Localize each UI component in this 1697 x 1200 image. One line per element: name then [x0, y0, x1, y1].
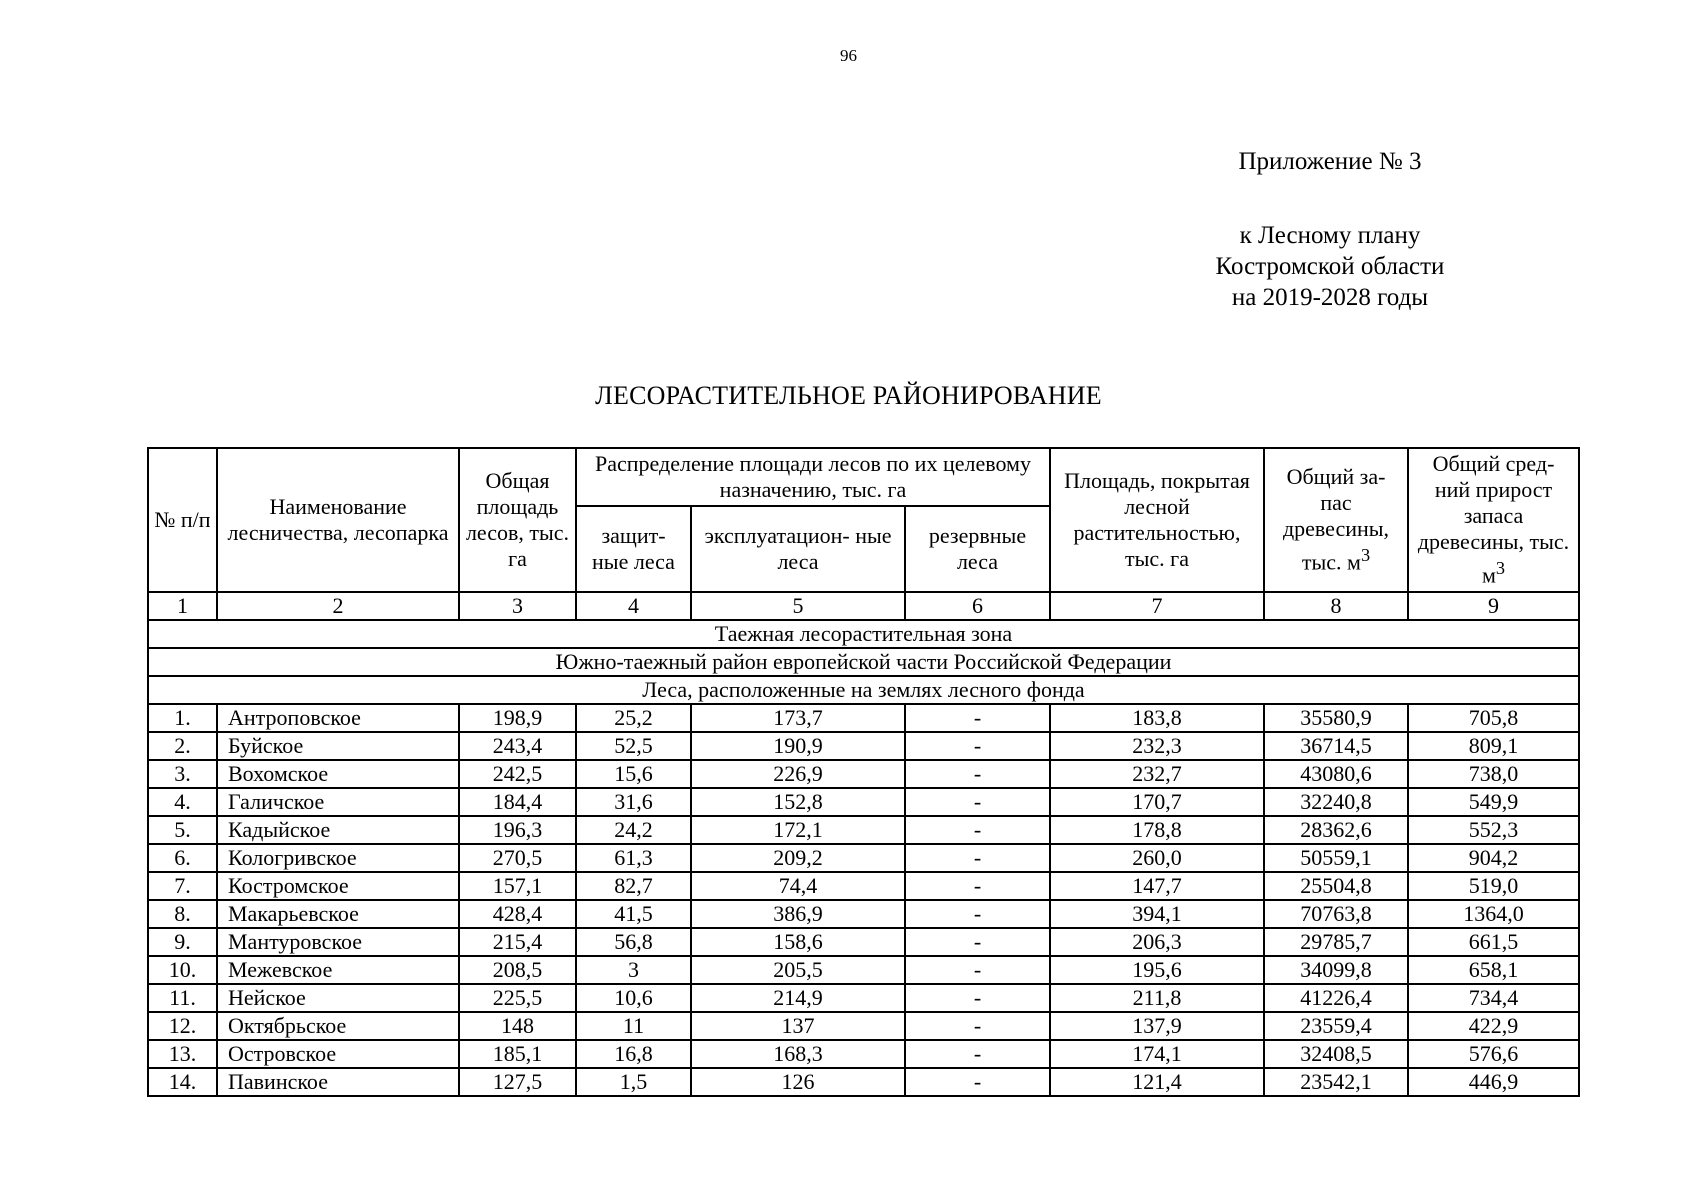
protective-area-cell: 82,7 — [576, 872, 691, 900]
header-growth — [1408, 448, 1579, 592]
cube-superscript: 3 — [1360, 545, 1371, 566]
cube-superscript: 3 — [1495, 558, 1506, 579]
forestry-name-cell: Макарьевское — [217, 900, 459, 928]
reserve-area-cell: - — [905, 872, 1050, 900]
section-lands: Леса, расположенные на землях лесного фонда — [148, 676, 1579, 704]
protective-area-cell: 31,6 — [576, 788, 691, 816]
data-rows — [148, 704, 1579, 1096]
row-index-cell: 14. — [148, 1068, 217, 1096]
wood-stock-cell: 23542,1 — [1264, 1068, 1408, 1096]
annual-growth-cell: 549,9 — [1408, 788, 1579, 816]
wood-stock-cell: 25504,8 — [1264, 872, 1408, 900]
total-area-cell: 242,5 — [459, 760, 576, 788]
section-region: Южно-таежный район европейской части Российской Федерации — [148, 648, 1579, 676]
row-index-cell: 8. — [148, 900, 217, 928]
reserve-area-cell: - — [905, 928, 1050, 956]
covered-area-cell: 174,1 — [1050, 1040, 1264, 1068]
table-row — [148, 704, 1579, 732]
annual-growth-cell: 809,1 — [1408, 732, 1579, 760]
protective-area-cell: 16,8 — [576, 1040, 691, 1068]
appendix-line: на 2019-2028 годы — [1231, 284, 1429, 311]
wood-stock-cell: 32408,5 — [1264, 1040, 1408, 1068]
wood-stock-cell: 29785,7 — [1264, 928, 1408, 956]
exploitation-area-cell: 74,4 — [691, 872, 905, 900]
reserve-area-cell: - — [905, 816, 1050, 844]
page-number: 96 — [840, 46, 857, 65]
appendix-line: к Лесному плану — [1239, 222, 1421, 249]
exploitation-area-cell: 386,9 — [691, 900, 905, 928]
table-row — [148, 928, 1579, 956]
protective-area-cell: 11 — [576, 1012, 691, 1040]
protective-area-cell: 1,5 — [576, 1068, 691, 1096]
row-index-cell: 13. — [148, 1040, 217, 1068]
column-numbers-row — [148, 592, 1579, 620]
row-index-cell: 4. — [148, 788, 217, 816]
exploitation-area-cell: 158,6 — [691, 928, 905, 956]
exploitation-area-cell: 152,8 — [691, 788, 905, 816]
forestry-name-cell: Галичское — [217, 788, 459, 816]
annual-growth-cell: 576,6 — [1408, 1040, 1579, 1068]
total-area-cell: 208,5 — [459, 956, 576, 984]
reserve-area-cell: - — [905, 1012, 1050, 1040]
header-distribution: Распределение площади лесов по их целевому назначению, тыс. га — [576, 448, 1050, 506]
reserve-area-cell: - — [905, 788, 1050, 816]
protective-area-cell: 10,6 — [576, 984, 691, 1012]
forestry-name-cell: Кадыйское — [217, 816, 459, 844]
reserve-area-cell: - — [905, 900, 1050, 928]
forestry-name-cell: Нейское — [217, 984, 459, 1012]
annual-growth-cell: 705,8 — [1408, 704, 1579, 732]
reserve-area-cell: - — [905, 732, 1050, 760]
wood-stock-cell: 43080,6 — [1264, 760, 1408, 788]
row-index-cell: 3. — [148, 760, 217, 788]
exploitation-area-cell: 209,2 — [691, 844, 905, 872]
table-row — [148, 1068, 1579, 1096]
covered-area-cell: 137,9 — [1050, 1012, 1264, 1040]
total-area-cell: 215,4 — [459, 928, 576, 956]
wood-stock-cell: 36714,5 — [1264, 732, 1408, 760]
annual-growth-cell: 658,1 — [1408, 956, 1579, 984]
column-number: 2 — [217, 592, 459, 620]
covered-area-cell: 121,4 — [1050, 1068, 1264, 1096]
exploitation-area-cell: 173,7 — [691, 704, 905, 732]
annual-growth-cell: 661,5 — [1408, 928, 1579, 956]
table-row — [148, 956, 1579, 984]
total-area-cell: 243,4 — [459, 732, 576, 760]
column-number: 9 — [1408, 592, 1579, 620]
wood-stock-cell: 28362,6 — [1264, 816, 1408, 844]
row-index-cell: 9. — [148, 928, 217, 956]
column-number: 5 — [691, 592, 905, 620]
total-area-cell: 185,1 — [459, 1040, 576, 1068]
total-area-cell: 225,5 — [459, 984, 576, 1012]
wood-stock-cell: 70763,8 — [1264, 900, 1408, 928]
forestry-name-cell: Павинское — [217, 1068, 459, 1096]
row-index-cell: 2. — [148, 732, 217, 760]
total-area-cell: 196,3 — [459, 816, 576, 844]
header-growth-text: Общий сред- ний прирост запаса древесины, тыс. м — [1417, 451, 1570, 588]
total-area-cell: 157,1 — [459, 872, 576, 900]
forestry-name-cell: Межевское — [217, 956, 459, 984]
header-exploitation: эксплуатацион- ные леса — [691, 506, 905, 592]
header-stock — [1264, 448, 1408, 592]
protective-area-cell: 24,2 — [576, 816, 691, 844]
annual-growth-cell: 904,2 — [1408, 844, 1579, 872]
column-number: 1 — [148, 592, 217, 620]
reserve-area-cell: - — [905, 844, 1050, 872]
section-row — [148, 676, 1579, 704]
annual-growth-cell: 446,9 — [1408, 1068, 1579, 1096]
forestry-name-cell: Вохомское — [217, 760, 459, 788]
column-number: 8 — [1264, 592, 1408, 620]
protective-area-cell: 15,6 — [576, 760, 691, 788]
reserve-area-cell: - — [905, 760, 1050, 788]
exploitation-area-cell: 214,9 — [691, 984, 905, 1012]
section-row — [148, 620, 1579, 648]
appendix-reference — [1160, 220, 1500, 313]
row-index-cell: 5. — [148, 816, 217, 844]
covered-area-cell: 232,3 — [1050, 732, 1264, 760]
annual-growth-cell: 734,4 — [1408, 984, 1579, 1012]
table-row — [148, 1040, 1579, 1068]
forestry-name-cell: Буйское — [217, 732, 459, 760]
reserve-area-cell: - — [905, 984, 1050, 1012]
table-row — [148, 872, 1579, 900]
table-row — [148, 844, 1579, 872]
covered-area-cell: 232,7 — [1050, 760, 1264, 788]
annual-growth-cell: 1364,0 — [1408, 900, 1579, 928]
forestry-name-cell: Антроповское — [217, 704, 459, 732]
protective-area-cell: 41,5 — [576, 900, 691, 928]
header-protective: защит- ные леса — [576, 506, 691, 592]
covered-area-cell: 183,8 — [1050, 704, 1264, 732]
protective-area-cell: 52,5 — [576, 732, 691, 760]
protective-area-cell: 3 — [576, 956, 691, 984]
table-row — [148, 816, 1579, 844]
forestry-name-cell: Костромское — [217, 872, 459, 900]
column-number: 4 — [576, 592, 691, 620]
covered-area-cell: 211,8 — [1050, 984, 1264, 1012]
section-zone: Таежная лесорастительная зона — [148, 620, 1579, 648]
wood-stock-cell: 23559,4 — [1264, 1012, 1408, 1040]
total-area-cell: 148 — [459, 1012, 576, 1040]
forestry-name-cell: Кологривское — [217, 844, 459, 872]
covered-area-cell: 178,8 — [1050, 816, 1264, 844]
protective-area-cell: 61,3 — [576, 844, 691, 872]
table-row — [148, 1012, 1579, 1040]
exploitation-area-cell: 226,9 — [691, 760, 905, 788]
table-row — [148, 732, 1579, 760]
column-number: 7 — [1050, 592, 1264, 620]
forestry-name-cell: Октябрьское — [217, 1012, 459, 1040]
covered-area-cell: 170,7 — [1050, 788, 1264, 816]
reserve-area-cell: - — [905, 1068, 1050, 1096]
exploitation-area-cell: 126 — [691, 1068, 905, 1096]
forest-zoning-table — [147, 447, 1580, 1097]
row-index-cell: 7. — [148, 872, 217, 900]
appendix-label: Приложение № 3 — [1238, 148, 1422, 175]
total-area-cell: 428,4 — [459, 900, 576, 928]
exploitation-area-cell: 172,1 — [691, 816, 905, 844]
header-num: № п/п — [148, 448, 217, 592]
exploitation-area-cell: 168,3 — [691, 1040, 905, 1068]
column-number: 6 — [905, 592, 1050, 620]
covered-area-cell: 195,6 — [1050, 956, 1264, 984]
wood-stock-cell: 50559,1 — [1264, 844, 1408, 872]
total-area-cell: 270,5 — [459, 844, 576, 872]
protective-area-cell: 56,8 — [576, 928, 691, 956]
table-row — [148, 984, 1579, 1012]
total-area-cell: 127,5 — [459, 1068, 576, 1096]
row-index-cell: 11. — [148, 984, 217, 1012]
annual-growth-cell: 422,9 — [1408, 1012, 1579, 1040]
exploitation-area-cell: 205,5 — [691, 956, 905, 984]
table-row — [148, 788, 1579, 816]
annual-growth-cell: 738,0 — [1408, 760, 1579, 788]
header-reserve: резервные леса — [905, 506, 1050, 592]
row-index-cell: 10. — [148, 956, 217, 984]
wood-stock-cell: 41226,4 — [1264, 984, 1408, 1012]
document-title: ЛЕСОРАСТИТЕЛЬНОЕ РАЙОНИРОВАНИЕ — [595, 381, 1102, 410]
appendix-line: Костромской области — [1215, 253, 1445, 280]
reserve-area-cell: - — [905, 704, 1050, 732]
wood-stock-cell: 35580,9 — [1264, 704, 1408, 732]
wood-stock-cell: 34099,8 — [1264, 956, 1408, 984]
covered-area-cell: 206,3 — [1050, 928, 1264, 956]
exploitation-area-cell: 190,9 — [691, 732, 905, 760]
annual-growth-cell: 552,3 — [1408, 816, 1579, 844]
covered-area-cell: 394,1 — [1050, 900, 1264, 928]
reserve-area-cell: - — [905, 956, 1050, 984]
table-row — [148, 760, 1579, 788]
header-stock-text: Общий за- пас древесины, тыс. м — [1282, 464, 1390, 575]
covered-area-cell: 147,7 — [1050, 872, 1264, 900]
protective-area-cell: 25,2 — [576, 704, 691, 732]
column-number: 3 — [459, 592, 576, 620]
header-total-area: Общая площадь лесов, тыс. га — [459, 448, 576, 592]
reserve-area-cell: - — [905, 1040, 1050, 1068]
total-area-cell: 184,4 — [459, 788, 576, 816]
forestry-name-cell: Островское — [217, 1040, 459, 1068]
total-area-cell: 198,9 — [459, 704, 576, 732]
header-name: Наименование лесничества, лесопарка — [217, 448, 459, 592]
table-row — [148, 900, 1579, 928]
header-covered-area: Площадь, покрытая лесной растительностью, тыс. га — [1050, 448, 1264, 592]
annual-growth-cell: 519,0 — [1408, 872, 1579, 900]
exploitation-area-cell: 137 — [691, 1012, 905, 1040]
covered-area-cell: 260,0 — [1050, 844, 1264, 872]
row-index-cell: 6. — [148, 844, 217, 872]
wood-stock-cell: 32240,8 — [1264, 788, 1408, 816]
section-row — [148, 648, 1579, 676]
row-index-cell: 1. — [148, 704, 217, 732]
row-index-cell: 12. — [148, 1012, 217, 1040]
forestry-name-cell: Мантуровское — [217, 928, 459, 956]
